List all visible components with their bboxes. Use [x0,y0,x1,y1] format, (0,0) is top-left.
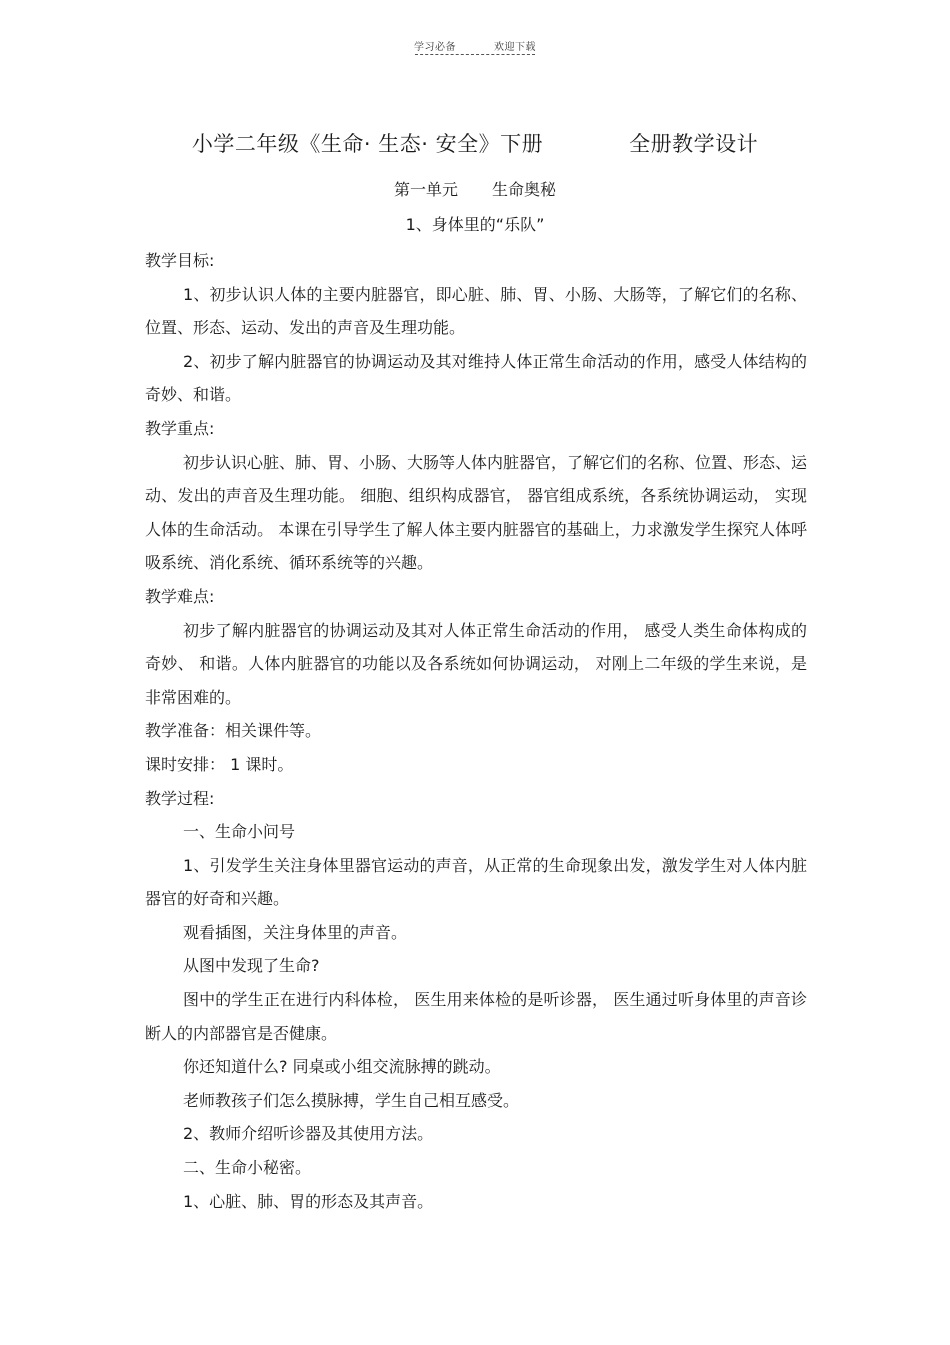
paragraph: 初步认识心脏、肺、胃、小肠、大肠等人体内脏器官，了解它们的名称、位置、形态、运动、发出的声音及生理功能。 细胞、组织构成器官， 器官组成系统，各系统协调运动， 实现人体的生命活动。 本课在引导学生了解人体主要内脏器官的基础上，力求激发学生探究人体呼吸系统、消化系统、循环系统等的兴趣。 [145,452,808,573]
title-right: 全册教学设计 [629,132,759,156]
paragraph: 2、教师介绍听诊器及其使用方法。 [183,1124,434,1144]
paragraph: 2、初步了解内脏器官的协调运动及其对维持人体正常生命活动的作用，感受人体结构的奇妙、和谐。 [145,351,807,405]
paragraph: 教学过程: [145,788,215,808]
paragraph: 教学重点: [145,418,215,438]
paragraph: 1、心脏、肺、胃的形态及其声音。 [183,1191,434,1211]
paragraph: 1、初步认识人体的主要内脏器官，即心脏、肺、胃、小肠、大肠等，了解它们的名称、位置、形态、运动、发出的声音及生理功能。 [145,284,807,338]
page-header [0,38,950,53]
header-divider [415,54,535,55]
unit-heading [0,177,950,200]
paragraph: 从图中发现了生命? [183,956,320,976]
header-left-label: 学习必备 [414,42,456,53]
unit-name: 生命奥秘 [492,180,557,199]
paragraph: 课时安排： 1 课时。 [145,754,294,774]
paragraph: 教学目标: [145,251,215,270]
document-body [145,244,807,1218]
paragraph: 1、引发学生关注身体里器官运动的声音，从正常的生命现象出发，激发学生对人体内脏器官的好奇和兴趣。 [145,855,807,909]
paragraph: 你还知道什么? 同桌或小组交流脉搏的跳动。 [183,1057,501,1077]
paragraph: 教学准备：相关课件等。 [145,721,322,741]
document-title [0,128,950,158]
paragraph: 一、生命小问号 [183,822,296,842]
paragraph: 初步了解内脏器官的协调运动及其对人体正常生命活动的作用， 感受人类生命体构成的奇妙、 和谐。人体内脏器官的功能以及各系统如何协调运动， 对刚上二年级的学生来说，是非常困难的。 [145,620,807,707]
header-right-label: 欢迎下载 [494,42,536,53]
lesson-title: 1、身体里的“乐队” [405,215,545,234]
paragraph: 二、生命小秘密。 [183,1158,312,1178]
paragraph: 老师教孩子们怎么摸脉搏，学生自己相互感受。 [183,1090,520,1110]
title-left: 小学二年级《生命· 生态· 安全》下册 [191,132,544,156]
paragraph: 教学难点: [145,586,215,606]
paragraph: 图中的学生正在进行内科体检， 医生用来体检的是听诊器， 医生通过听身体里的声音诊断人的内部器官是否健康。 [145,990,807,1043]
paragraph: 观看插图，关注身体里的声音。 [183,922,408,942]
unit-number: 第一单元 [393,180,458,199]
